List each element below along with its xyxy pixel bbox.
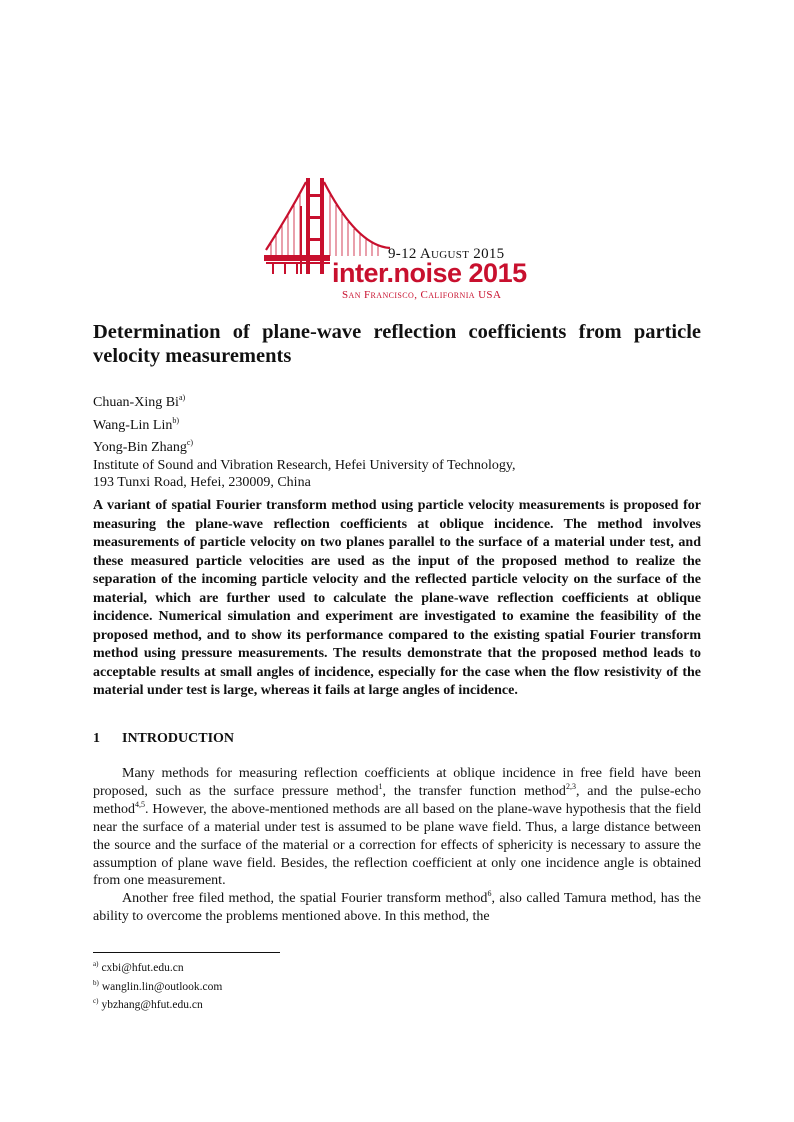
- text-run: , the transfer function method: [382, 783, 566, 799]
- author-name: Chuan-Xing Bi: [93, 395, 179, 410]
- footnote: [93, 994, 222, 1013]
- footnote-email: cxbi@hfut.edu.cn: [101, 962, 184, 974]
- author-line: [93, 434, 701, 457]
- author-block: [93, 389, 701, 492]
- paragraph: [93, 765, 701, 890]
- footnote-divider: [93, 952, 280, 953]
- text-run: , also called Tamura method, has the ability to overcome the problems mentioned above. In this method, the: [93, 891, 701, 925]
- paragraph: [93, 890, 701, 926]
- affiliation-line: Institute of Sound and Vibration Research, Hefei University of Technology,: [93, 457, 516, 473]
- abstract: A variant of spatial Fourier transform method using particle velocity measurements is proposed for measuring the plane-wave reflection coefficients at oblique incidence. The method involves measurements of particle velocity on two planes parallel to the surface of a material under test, and these measured particle velocities are used as the input of the proposed method to realize the separation of the incoming particle velocity and the reflected particle velocity on the surface of the material, which are further used to calculate the plane-wave reflection coefficients at oblique incidence. Numerical simulation and experiment are investigated to examine the feasibility of the proposed method, and to show its performance compared to the existing spatial Fourier transform method using pressure measurements. The results demonstrate that the proposed method leads to acceptable results at small angles of incidence, especially for the case when the flow resistivity of the material under test is large, whereas it fails at large angles of incidence.: [93, 498, 701, 698]
- footnote-email: wanglin.lin@outlook.com: [101, 980, 223, 993]
- footnote: [93, 976, 222, 995]
- logo-date: 9-12 August 2015: [388, 246, 505, 262]
- footnote-mark: c): [93, 997, 99, 1005]
- citation: 1: [378, 781, 383, 791]
- footnote-email: ybzhang@hfut.edu.cn: [101, 999, 203, 1011]
- section-title: INTRODUCTION: [122, 731, 235, 746]
- footnotes: [93, 957, 222, 1013]
- author-line: [93, 389, 701, 412]
- logo-place: San Francisco, California USA: [342, 289, 502, 301]
- citation: 4,5: [135, 799, 145, 809]
- footnote-mark: a): [93, 960, 99, 968]
- text-run: Many methods for measuring reflection coefficients at oblique incidence in free field have been proposed, such as the surface pressure method: [93, 766, 701, 799]
- footnote-mark: b): [93, 978, 99, 987]
- author-line: [93, 412, 701, 435]
- author-mark: a): [178, 393, 186, 402]
- conference-logo: [262, 176, 534, 304]
- text-run: , and the pulse-echo method: [93, 783, 701, 817]
- author-mark: c): [186, 438, 194, 448]
- text-run: . However, the above-mentioned methods are all based on the plane-wave hypothesis that the field near the surface of a material under test is assumed to be plane wave field. Thus, a large distance between the source and the surface of the material or a correction for effects of sphericity is necessary to assure the assumption of plane wave field. Besides, the reflection coefficient at only one incidence angle is obtained from one measurement.: [93, 801, 701, 889]
- citation: 6: [487, 889, 492, 899]
- author-name: Wang-Lin Lin: [93, 417, 173, 433]
- section-heading: [93, 731, 234, 747]
- section-number: 1: [93, 731, 100, 746]
- paper-title: Determination of plane-wave reflection coefficients from particle velocity measurements: [93, 321, 701, 367]
- body-text: [93, 765, 701, 926]
- logo-name: inter.noise 2015: [332, 258, 527, 288]
- text-run: Another free filed method, the spatial Fourier transform method: [122, 891, 488, 907]
- footnote: [93, 957, 222, 976]
- address-line: 193 Tunxi Road, Hefei, 230009, China: [93, 475, 311, 491]
- author-mark: b): [172, 415, 180, 425]
- citation: 2,3: [565, 781, 576, 791]
- author-name: Yong-Bin Zhang: [93, 440, 187, 456]
